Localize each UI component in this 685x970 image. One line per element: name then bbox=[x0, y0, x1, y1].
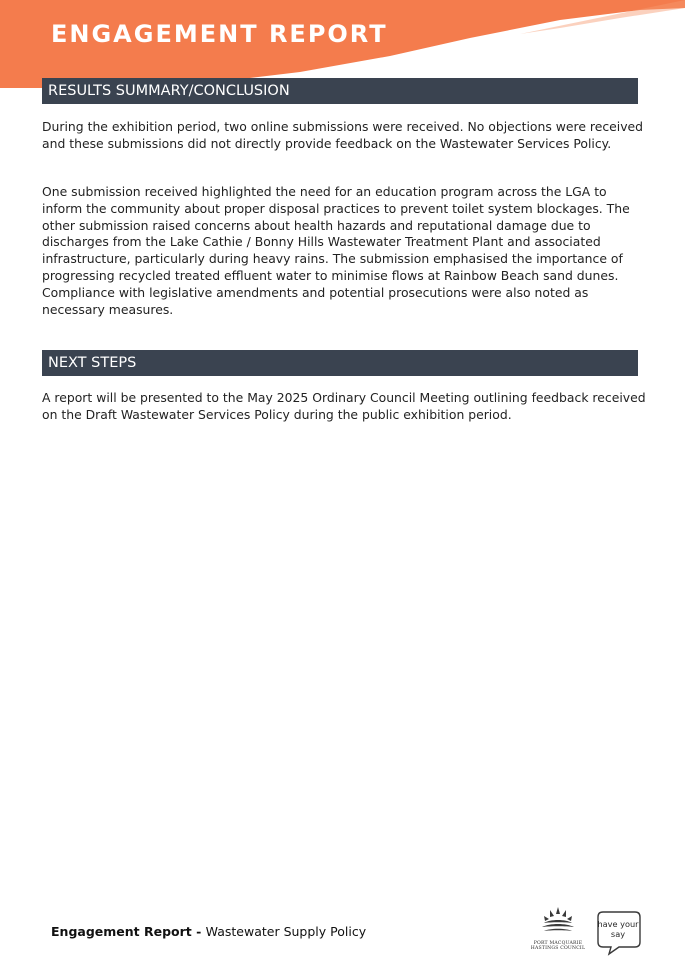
section-heading-next-steps: NEXT STEPS bbox=[42, 350, 638, 376]
footer-label-bold: Engagement Report - bbox=[51, 924, 206, 939]
footer-label bbox=[51, 924, 366, 939]
council-logo-icon bbox=[538, 905, 578, 935]
have-your-say-logo bbox=[597, 910, 643, 956]
footer-label-regular: Wastewater Supply Policy bbox=[205, 924, 367, 939]
paragraph-results-1: During the exhibition period, two online submissions were received. No objections were received and these submissions did not directly provide feedback on the Wastewater Services Policy. bbox=[42, 119, 644, 151]
section-heading-results: RESULTS SUMMARY/CONCLUSION bbox=[42, 78, 638, 104]
paragraph-next-steps: A report will be presented to the May 2025 Ordinary Council Meeting outlining feedback received on the Draft Wastewater Services Policy during the public exhibition period. bbox=[42, 390, 646, 422]
have-your-say-text: have your say bbox=[597, 919, 639, 939]
page-title: ENGAGEMENT REPORT bbox=[51, 20, 388, 48]
paragraph-results-2: One submission received highlighted the need for an education program across the LGA to inform the community about proper disposal practices to prevent toilet system blockages. The other submission raised concerns about health hazards and reputational damage due to discharges from the Lake Cathie / Bonny Hills Wastewater Treatment Plant and associated infrastructure, particularly during heavy rains. The submission emphasised the importance of progressing recycled treated effluent water to minimise flows at Rainbow Beach sand dunes. Compliance with legislative amendments and potential prosecutions were also noted as necessary measures. bbox=[42, 184, 630, 317]
council-logo bbox=[528, 905, 588, 960]
council-logo-text: PORT MACQUARIE HASTINGS COUNCIL bbox=[530, 941, 586, 952]
